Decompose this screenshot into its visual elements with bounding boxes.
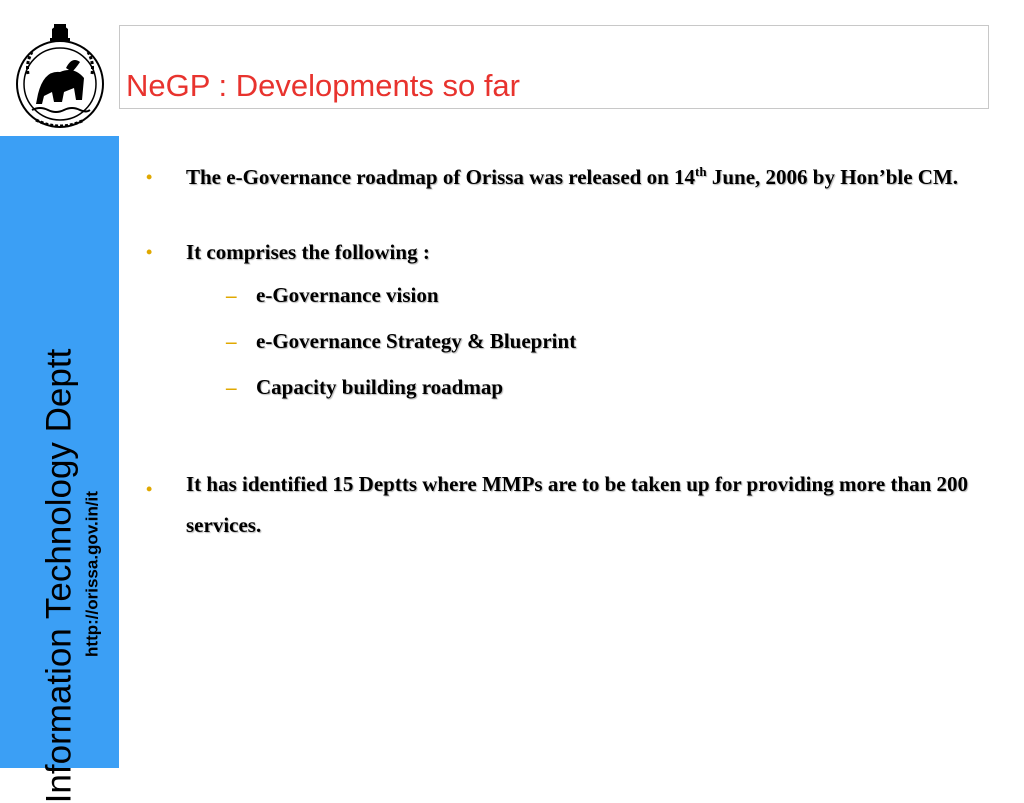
bullet-item bbox=[146, 162, 996, 192]
sub-list-item bbox=[146, 372, 996, 402]
state-emblem-logo bbox=[14, 22, 106, 132]
sub-item-text: e-Governance Strategy & Blueprint bbox=[256, 329, 577, 353]
sub-list-item bbox=[146, 280, 996, 310]
dash-icon: – bbox=[226, 375, 237, 399]
sub-item-text: Capacity building roadmap bbox=[256, 375, 504, 399]
sub-list-item bbox=[146, 326, 996, 356]
bullet-text: It comprises the following : bbox=[186, 240, 430, 264]
bullet-text: The e-Governance roadmap of Orissa was released on 14 bbox=[186, 165, 696, 189]
sub-item-text: e-Governance vision bbox=[256, 283, 439, 307]
bullet-item bbox=[146, 237, 996, 267]
department-name: Information Technology Deptt bbox=[39, 348, 79, 803]
dash-icon: – bbox=[226, 329, 237, 353]
department-url: http://orissa.gov.in/it bbox=[82, 491, 102, 657]
bullet-dot-icon: • bbox=[146, 242, 153, 262]
bullet-dot-icon: • bbox=[146, 479, 153, 499]
title-box bbox=[119, 25, 989, 109]
bullet-text-continued: June, 2006 by Hon’ble CM. bbox=[706, 165, 959, 189]
state-emblem-icon bbox=[14, 22, 106, 132]
slide-title: NeGP : Developments so far bbox=[126, 68, 520, 103]
sidebar bbox=[0, 136, 119, 803]
ordinal-superscript: th bbox=[695, 164, 707, 179]
dash-icon: – bbox=[226, 283, 237, 307]
bullet-dot-icon: • bbox=[146, 167, 153, 187]
bullet-text: It has identified 15 Deptts where MMPs are to be taken up for providing more than 200 services. bbox=[186, 472, 969, 537]
bullet-item bbox=[146, 464, 996, 546]
slide-content bbox=[146, 162, 996, 546]
